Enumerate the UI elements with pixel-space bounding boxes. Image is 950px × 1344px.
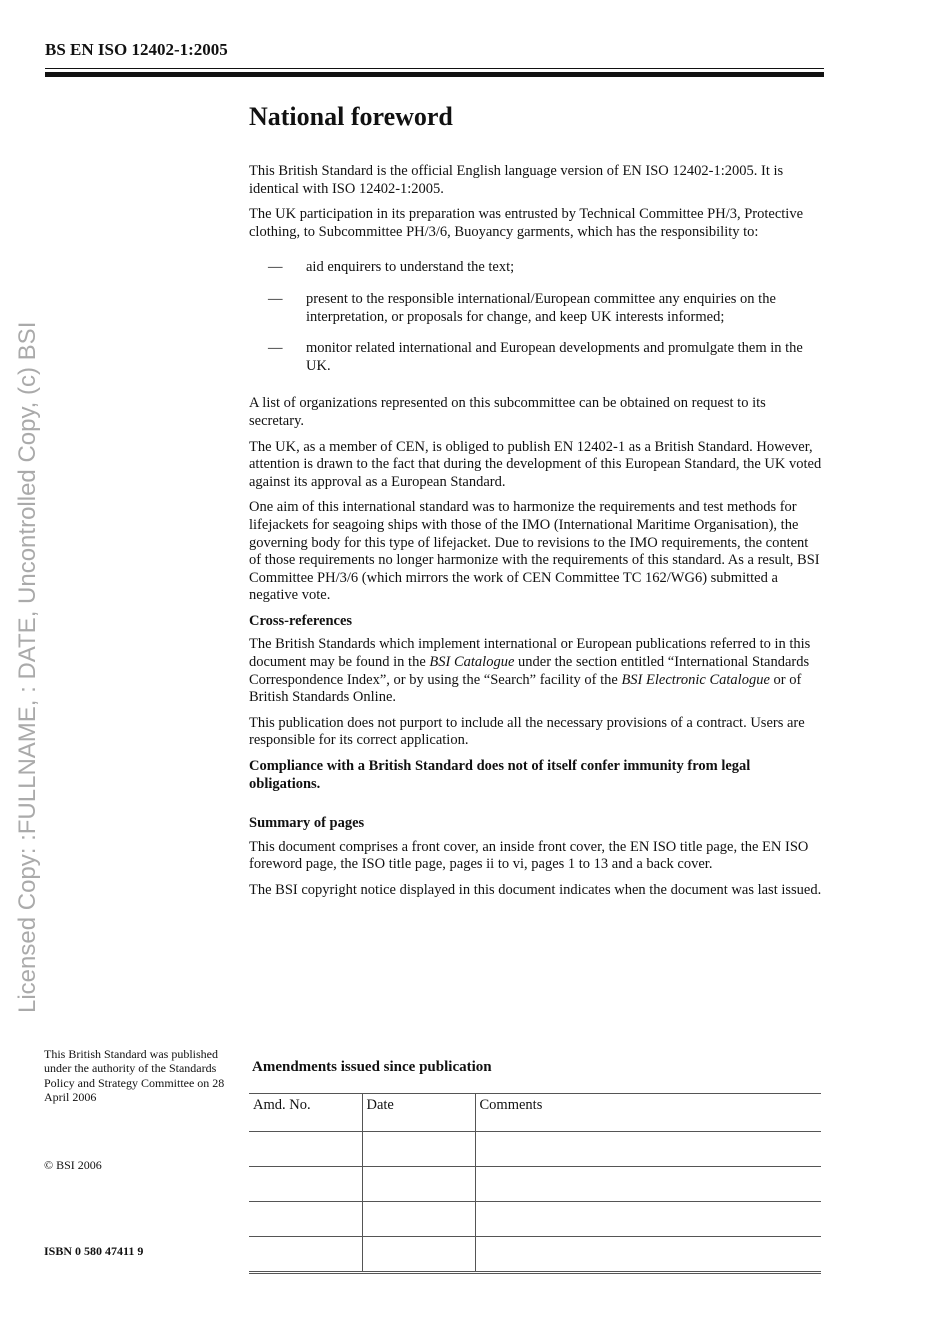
responsibility-list: [249, 259, 824, 375]
summary-heading: Summary of pages: [249, 815, 365, 832]
document-id: BS EN ISO 12402-1:2005: [45, 40, 228, 59]
table-cell: [475, 1237, 821, 1273]
column-header: Amd. No.: [249, 1094, 362, 1132]
foreword-body: [249, 163, 824, 908]
table-cell: [249, 1167, 362, 1202]
summary-paragraph-1: This document comprises a front cover, an inside front cover, the EN ISO title page, the EN ISO foreword page, the ISO title page, pages ii to vi, pages 1 to 13 and a back cover.: [249, 838, 809, 873]
header-rule-thick: [45, 72, 824, 77]
intro-paragraph-1: This British Standard is the official English language version of EN ISO 12402-1:2005. It is identical with ISO 12402-1:2005.: [249, 163, 784, 197]
table-cell: [475, 1167, 821, 1202]
table-header-row: [249, 1094, 821, 1132]
list-item: — monitor related international and European developments and promulgate them in the UK.: [268, 340, 803, 374]
table-cell: [475, 1202, 821, 1237]
column-header: Comments: [475, 1094, 821, 1132]
table-cell: [249, 1202, 362, 1237]
column-header: Date: [362, 1094, 475, 1132]
table-cell: [362, 1167, 475, 1202]
publication-authority: This British Standard was published under the authority of the Standards Policy and Strategy Committee on 28 April 2006: [44, 1047, 225, 1104]
compliance-statement: Compliance with a British Standard does not of itself confer immunity from legal obligations.: [249, 758, 751, 792]
page-title: National foreword: [249, 102, 453, 131]
list-item: — present to the responsible international/European committee any enquiries on the interpretation, or proposals for change, and keep UK interests informed;: [268, 290, 776, 325]
table-cell: [249, 1237, 362, 1273]
provisions-paragraph: This publication does not purport to include all the necessary provisions of a contract. Users are responsible for its correct application.: [249, 714, 805, 749]
copyright-notice: © BSI 2006: [44, 1158, 102, 1172]
table-cell: [362, 1237, 475, 1273]
table-row: [249, 1202, 821, 1237]
intro-paragraph-2: The UK participation in its preparation was entrusted by Technical Committee PH/3, Protective clothing, to Subcommittee PH/3/6, Buoyancy garments, which has the responsibility to:: [249, 206, 804, 240]
isbn: ISBN 0 580 47411 9: [44, 1244, 144, 1258]
list-item: — aid enquirers to understand the text;: [268, 259, 515, 276]
imo-paragraph: One aim of this international standard was to harmonize the requirements and test methods for lifejackets for seagoing ships with those of the IMO (International Maritime Organisation), the governing body for this type of lifejacket. Due to revisions to the IMO requirements, the content of those requirements no longer harmonize with the requirements of this standard. As a result, BSI Committee PH/3/6 (which mirrors the work of CEN Committee TC 162/WG6) submitted a negative vote.: [249, 499, 820, 604]
cross-references-paragraph: The British Standards which implement international or European publications referred to in this document may be found in the BSI Catalogue under the section entitled “International Standards Correspondence Index”, or by using the “Search” facility of the BSI Electronic Catalogue or of British Standards Online.: [249, 636, 811, 706]
cross-references-heading: Cross-references: [249, 612, 353, 629]
table-row: [249, 1167, 821, 1202]
table-cell: [249, 1132, 362, 1167]
summary-paragraph-2: The BSI copyright notice displayed in this document indicates when the document was last issued.: [249, 882, 822, 898]
license-watermark: Licensed Copy: :FULLNAME, : DATE, Uncontrolled Copy, (c) BSI: [14, 321, 41, 1013]
table-row: [249, 1237, 821, 1273]
amendments-table: [249, 1093, 821, 1274]
header-rule-thin: [45, 68, 824, 69]
amendments-title: Amendments issued since publication: [252, 1059, 492, 1075]
table-cell: [475, 1132, 821, 1167]
table-cell: [362, 1202, 475, 1237]
organizations-paragraph: A list of organizations represented on this subcommittee can be obtained on request to its secretary.: [249, 395, 766, 429]
cen-paragraph: The UK, as a member of CEN, is obliged to publish EN 12402-1 as a British Standard. However, attention is drawn to the fact that during the development of this European Standard, the UK voted against its approval as a European Standard.: [249, 438, 822, 490]
table-cell: [362, 1132, 475, 1167]
table-row: [249, 1132, 821, 1167]
